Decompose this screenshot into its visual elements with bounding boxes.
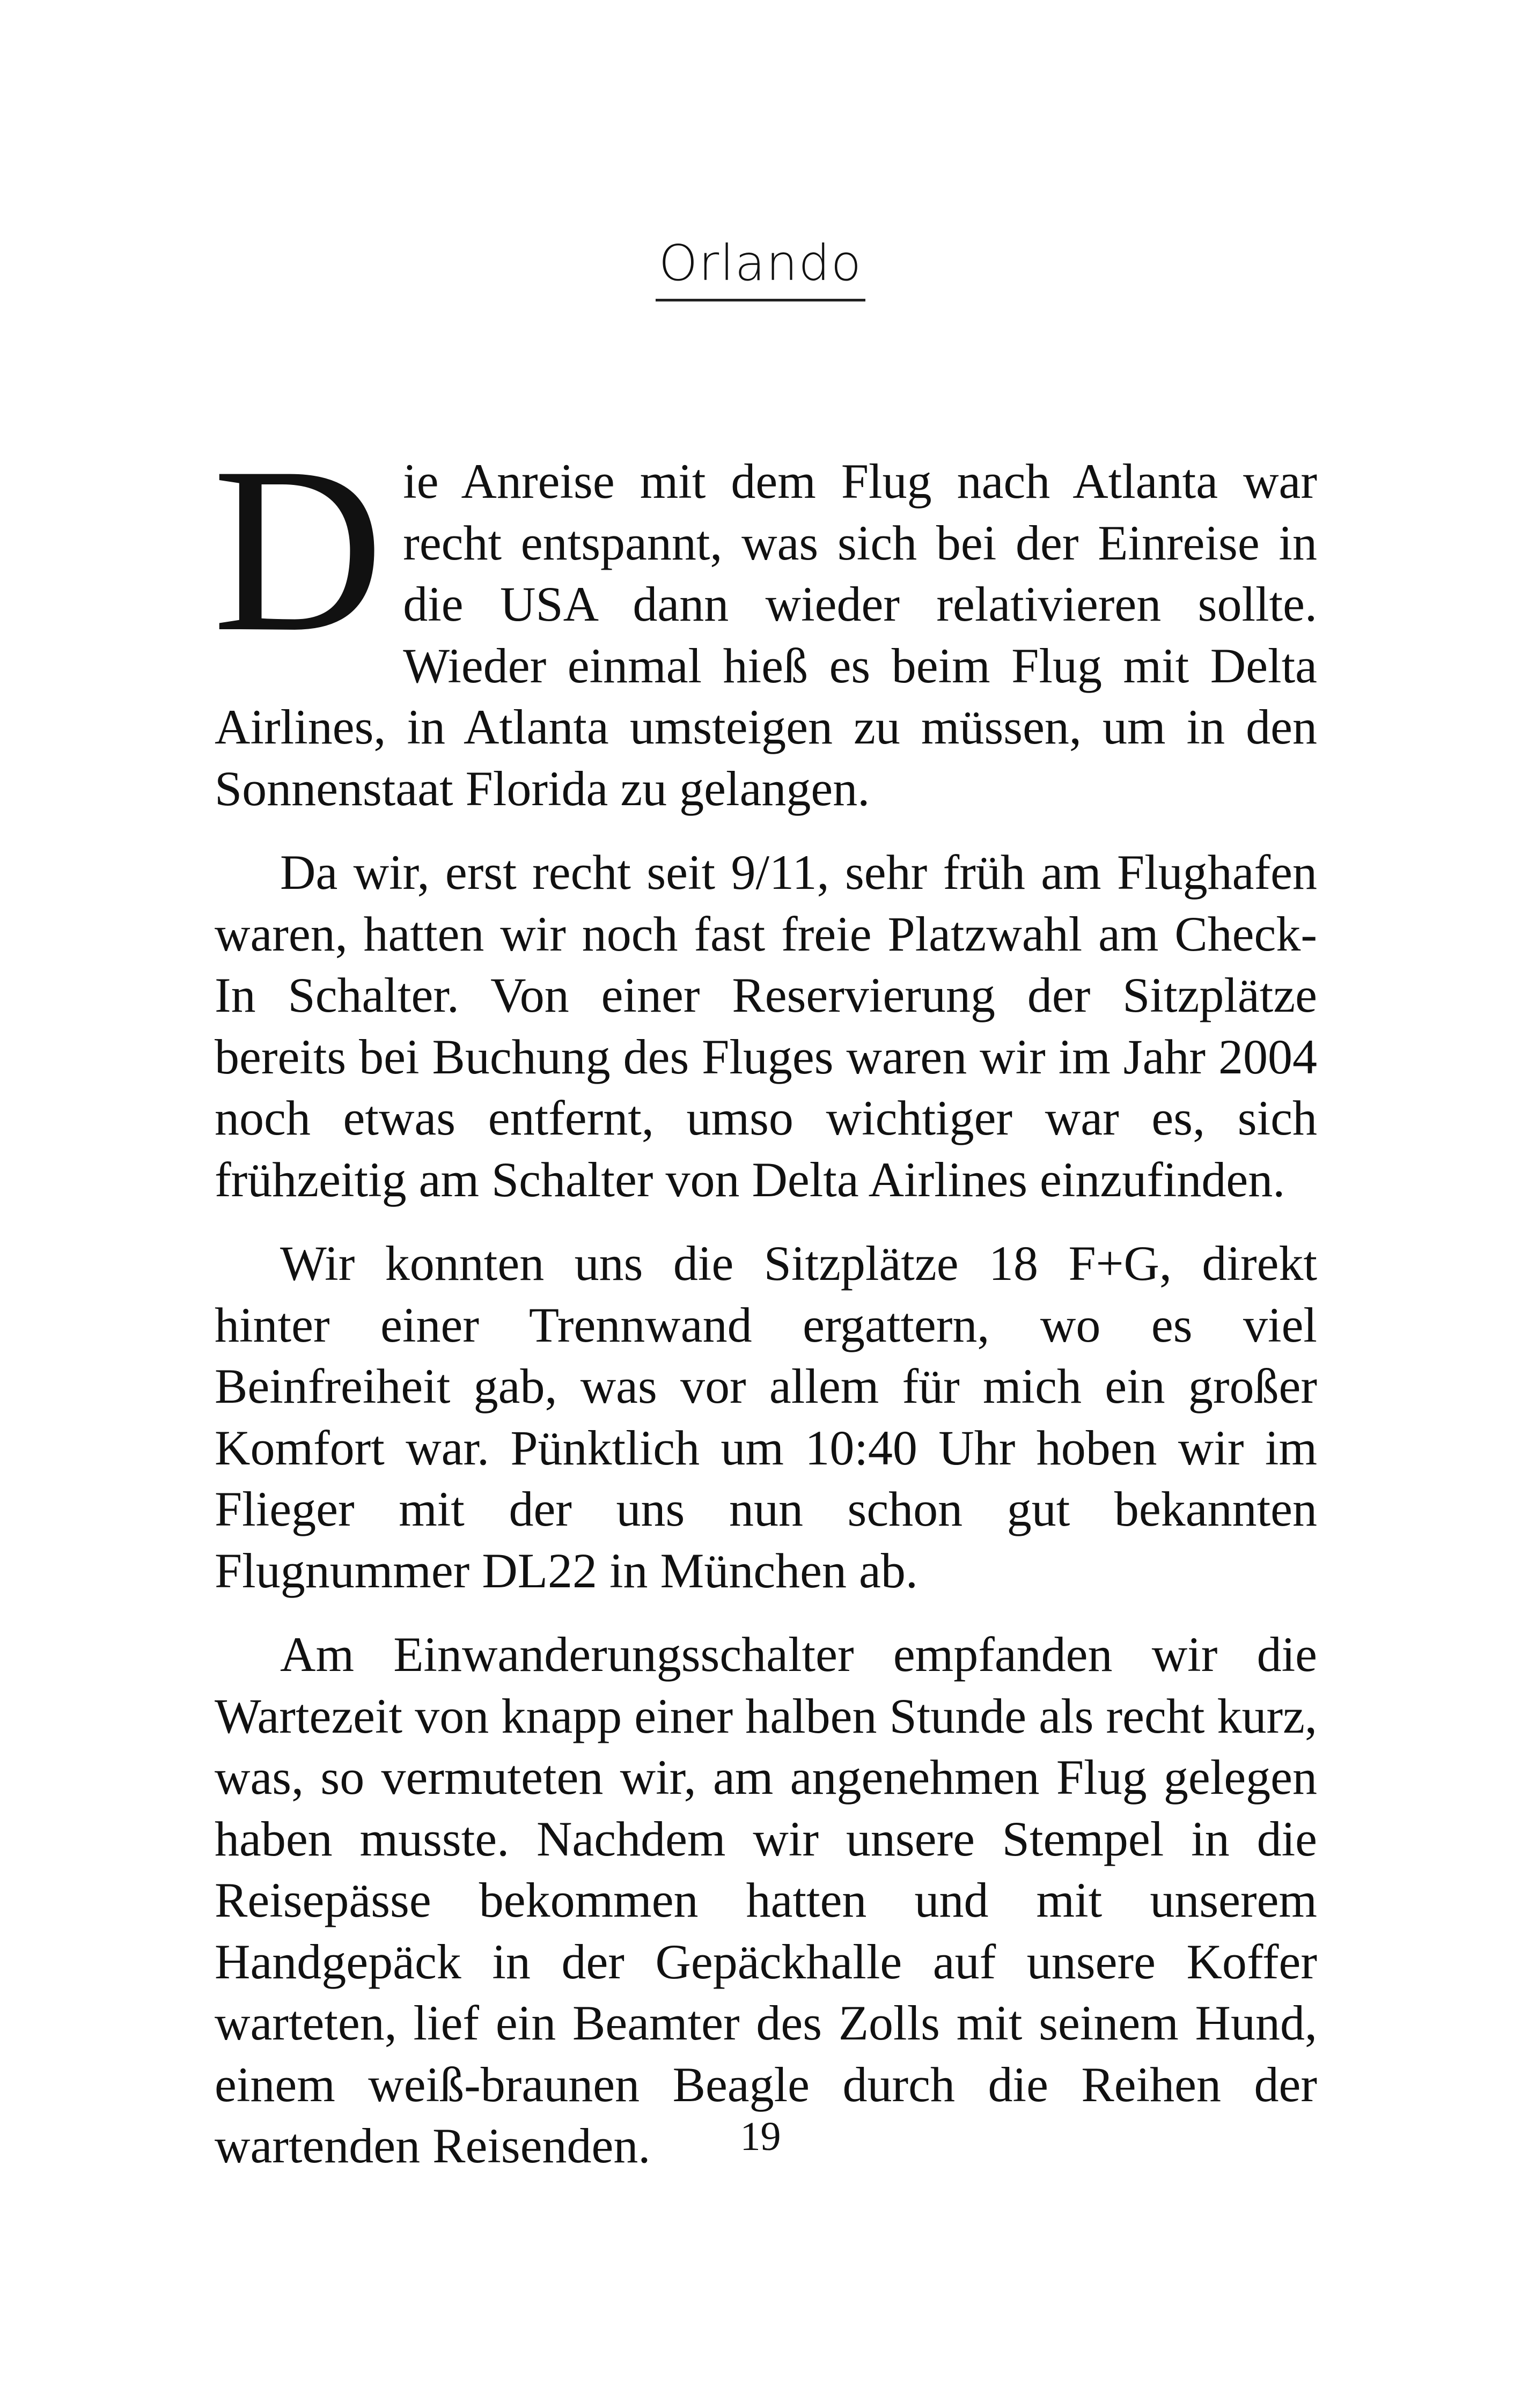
- paragraph-1-text: ie Anreise mit dem Flug nach Atlanta war recht entspannt, was sich bei der Einreise in die USA dann wieder relativieren sollte. Wieder einmal hieß es beim Flug mit Delta Airlines, in Atlanta umsteigen zu müssen, um in den Sonnenstaat Florida zu gelangen.: [215, 454, 1317, 816]
- paragraph-2: Da wir, erst recht seit 9/11, sehr früh am Flughafen waren, hatten wir noch fast freie Platzwahl am Check-In Schalter. Von einer Reservierung der Sitzplätze bereits bei Buchung des Fluges waren wir im Jahr 2004 noch etwas entfernt, umso wichtiger war es, sich frühzeitig am Schalter von Delta Airlines einzufinden.: [215, 845, 1317, 1207]
- paragraph-3: Wir konnten uns die Sitzplätze 18 F+G, direkt hinter einer Trennwand ergattern, wo es viel Beinfreiheit gab, was vor allem für mich ein großer Komfort war. Pünktlich um 10:40 Uhr hoben wir im Flieger mit der uns nun schon gut bekannten Flugnummer DL22 in München ab.: [215, 1236, 1317, 1598]
- page-number: 19: [740, 2114, 781, 2159]
- chapter-heading: [0, 236, 1521, 301]
- body-text: [212, 418, 1317, 2199]
- drop-cap-initial: D: [212, 418, 384, 681]
- paragraph-1: [212, 418, 1317, 819]
- chapter-title: Orlando: [656, 236, 865, 301]
- paragraph-4: Am Einwanderungsschalter empfanden wir die Wartezeit von knapp einer halben Stunde als recht kurz, was, so vermuteten wir, am angenehmen Flug gelegen haben musste. Nachdem wir unsere Stempel in die Reisepässe bekommen hatten und mit unserem Handgepäck in der Gepäckhalle auf unsere Koffer warteten, lief ein Beamter des Zolls mit seinem Hund, einem weiß-braunen Beagle durch die Reihen der wartenden Reisenden.: [215, 1627, 1317, 2173]
